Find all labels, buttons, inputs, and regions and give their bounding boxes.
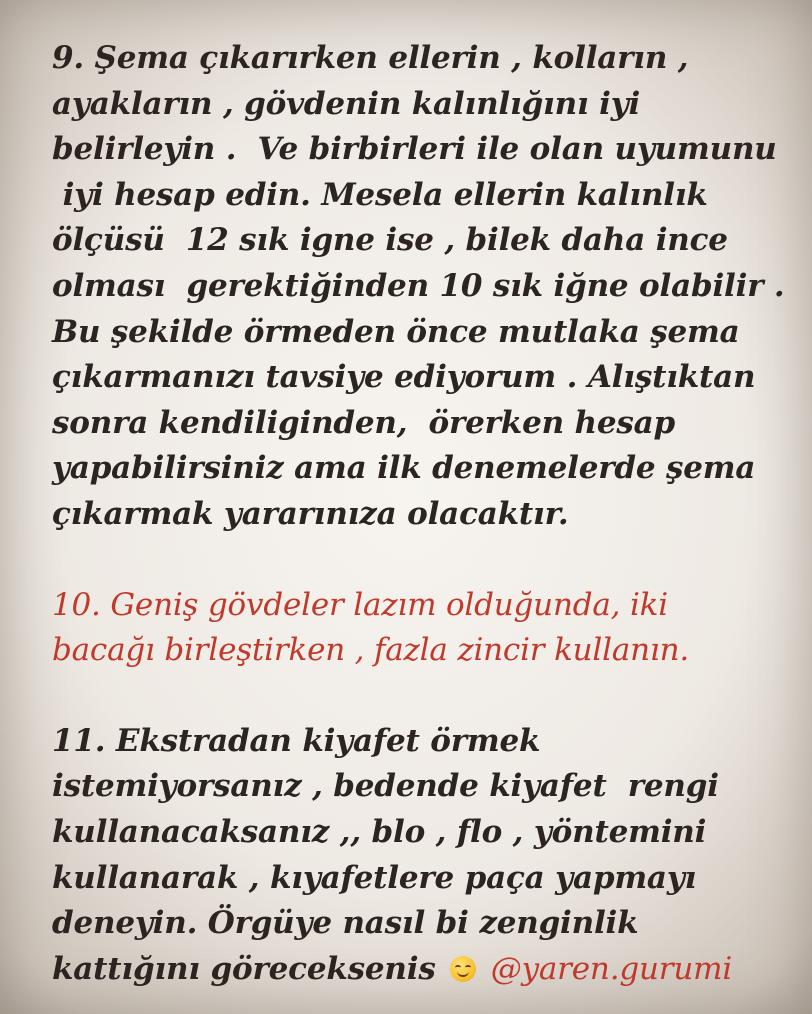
text-line: çıkarmak yararınıza olacaktır. xyxy=(52,495,569,532)
text-line-final xyxy=(52,947,762,993)
text-line: istemiyorsanız , bedende kiyafet rengi xyxy=(52,768,719,805)
text-line: ölçüsü 12 sık igne ise , bilek daha ince xyxy=(52,222,728,259)
text-line: belirleyin . Ve birbirleri ile olan uyumunu xyxy=(52,131,777,168)
text-line: bacağı birleştirken , fazla zincir kullanın. xyxy=(52,632,690,669)
text-line: iyi hesap edin. Mesela ellerin kalınlık xyxy=(52,176,708,213)
text-line: yapabilirsiniz ama ilk denemelerde şema xyxy=(52,450,756,487)
text-line: sonra kendiliginden, örerken hesap xyxy=(52,404,676,441)
text-line: ayakların , gövdenin kalınlığını iyi xyxy=(52,85,641,122)
text-line: kullanarak , kıyafetlere paça yapmayı xyxy=(52,859,697,896)
text-line: çıkarmanızı tavsiye ediyorum . Alıştıktan xyxy=(52,359,756,396)
instagram-handle[interactable]: @yaren.gurumi xyxy=(490,950,733,987)
text-line: 10. Geniş gövdeler lazım olduğunda, iki xyxy=(52,586,668,623)
paragraph-spacer xyxy=(52,538,762,583)
paragraph-9 xyxy=(52,36,785,538)
text-line: olması gerektiğinden 10 sık iğne olabilir . xyxy=(52,267,785,304)
text-line: kullanacaksanız ,, blo , flo , yöntemini xyxy=(52,813,707,850)
text-card xyxy=(52,36,785,992)
paragraph-spacer xyxy=(52,674,762,719)
text-line: 11. Ekstradan kiyafet örmek xyxy=(52,722,541,759)
final-text: kattığını göreceksenis xyxy=(52,950,436,987)
text-line: deneyin. Örgüye nasıl bi zenginlik xyxy=(52,905,639,942)
paragraph-10 xyxy=(52,583,762,674)
text-line: 9. Şema çıkarırken ellerin , kolların , xyxy=(52,40,689,76)
smiling-face-icon xyxy=(450,956,476,982)
text-line: Bu şekilde örmeden önce mutlaka şema xyxy=(52,313,740,350)
paragraph-11 xyxy=(52,719,762,993)
